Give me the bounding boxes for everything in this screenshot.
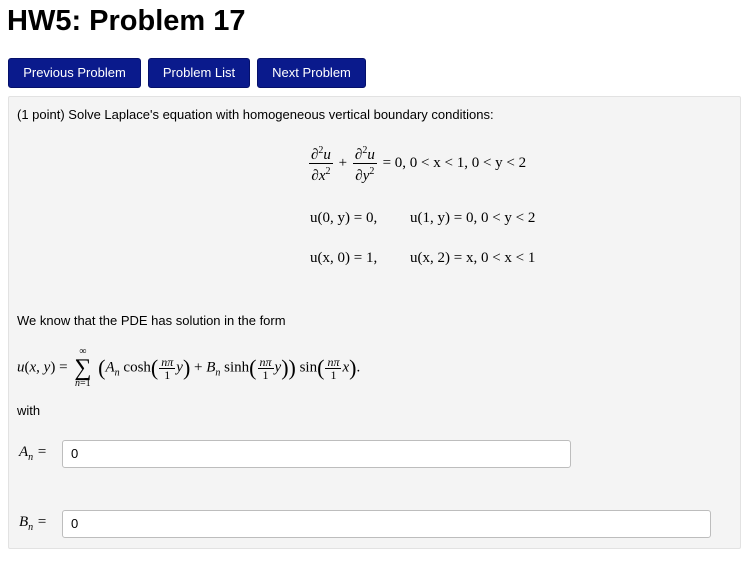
b-n-label: $B_n$ = <box>19 514 48 533</box>
problem-panel <box>8 96 741 549</box>
problem-intro: (1 point) Solve Laplace's equation with homogeneous vertical boundary conditions: <box>17 107 494 122</box>
a-n-input[interactable]: 0 <box>62 440 571 468</box>
b-n-input[interactable]: 0 <box>62 510 711 538</box>
boundary-condition-right-1: u(1, y) = 0, 0 < y < 2 <box>410 210 536 226</box>
with-text: with <box>17 403 41 418</box>
boundary-condition-right-2: u(x, 2) = x, 0 < x < 1 <box>410 250 536 266</box>
series-solution-formula: u(x, y) = ∞ ∑ n=1 ($A_n$ cosh( $\frac{n\pi}{1}$ $y) + B_n$ sinh( $\frac{n\pi}{1}$ y)) sin( $\frac{n\pi}{1}$ x). <box>17 346 361 389</box>
laplace-equation-rhs: = 0, 0 < x < 1, 0 < y < 2 <box>382 154 527 171</box>
a-n-label: $A_n$ = <box>19 444 48 463</box>
solution-form-text: We know that the PDE has solution in the form <box>17 313 286 328</box>
next-problem-button[interactable]: Next Problem <box>257 58 366 88</box>
problem-list-button[interactable]: Problem List <box>148 58 250 88</box>
boundary-condition-left-1: u(0, y) = 0, <box>310 210 378 226</box>
previous-problem-button[interactable]: Previous Problem <box>8 58 141 88</box>
page-title: HW5: Problem 17 <box>7 5 246 37</box>
laplace-equation: $\frac{\partial^2u}{\partial x^2}$ + $\frac{\partial^2u}{\partial y^2}$ = 0, 0 < x < 1, 0 < y < 2 <box>311 145 527 184</box>
boundary-condition-left-2: u(x, 0) = 1, <box>310 250 378 266</box>
